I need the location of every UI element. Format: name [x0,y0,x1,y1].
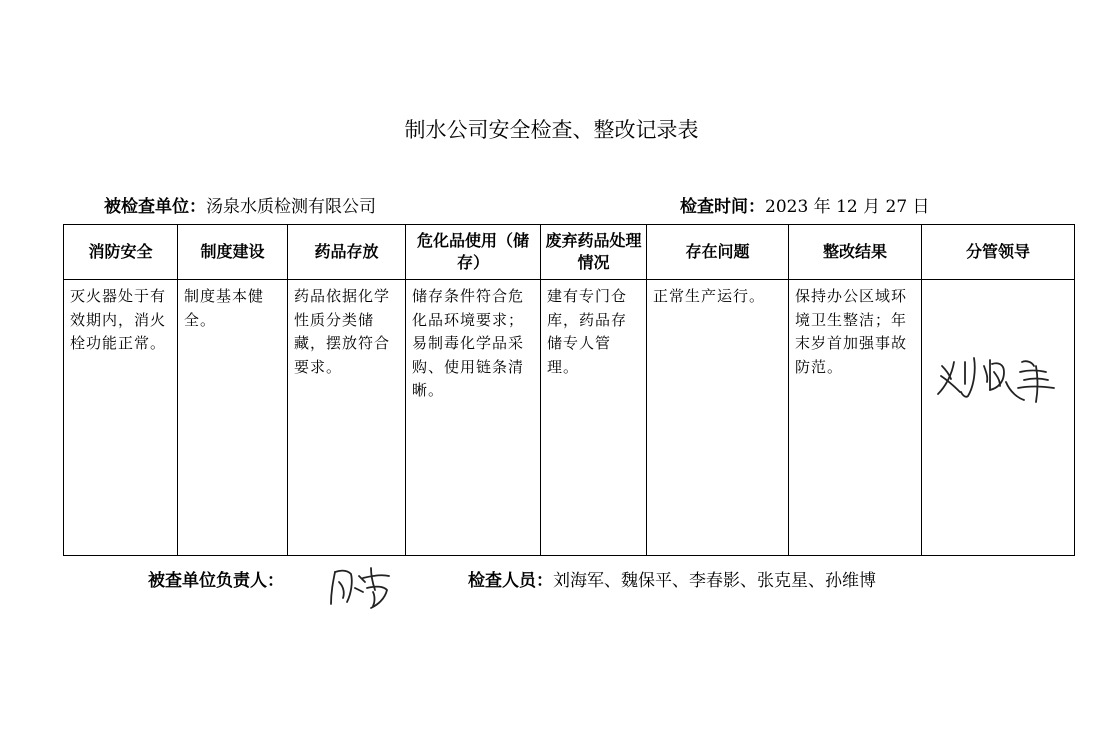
header-drug-storage: 药品存放 [288,225,406,280]
cell-hazardous-chemicals: 储存条件符合危化品环境要求；易制毒化学品采购、使用链条清晰。 [406,280,541,556]
cell-fire-safety: 灭火器处于有效期内，消火栓功能正常。 [64,280,178,556]
cell-drug-storage: 药品依据化学性质分类储藏，摆放符合要求。 [288,280,406,556]
cell-system-building: 制度基本健全。 [178,280,288,556]
inspection-time-value: 2023 年 12 月 27 日 [765,197,930,217]
document-title: 制水公司安全检查、整改记录表 [404,118,699,142]
responsible-person [148,566,284,591]
header-leader-in-charge: 分管领导 [922,225,1075,280]
header-hazardous-chemicals: 危化品使用（储存） [406,225,541,280]
cell-rectification-result: 保持办公区域环境卫生整洁；年末岁首加强事故防范。 [789,280,922,556]
header-fire-safety: 消防安全 [64,225,178,280]
inspectors [468,566,876,591]
inspection-time [680,192,930,217]
inspected-unit-label: 被检查单位： [104,197,206,217]
header-system-building: 制度建设 [178,225,288,280]
cell-waste-drug-handling: 建有专门仓库，药品存储专人管理。 [541,280,647,556]
responsible-person-signature [325,562,393,612]
inspectors-label: 检查人员： [468,571,553,591]
header-existing-problems: 存在问题 [647,225,789,280]
cell-leader-in-charge [922,280,1075,556]
inspected-unit [104,192,376,217]
inspected-unit-value: 汤泉水质检测有限公司 [206,197,376,217]
responsible-person-label: 被查单位负责人： [148,571,284,591]
header-waste-drug-handling: 废弃药品处理情况 [541,225,647,280]
table-row [64,280,1075,556]
cell-existing-problems: 正常生产运行。 [647,280,789,556]
leader-signature [934,352,1059,407]
table-header-row [64,225,1075,280]
inspection-record-table [63,224,1075,556]
header-rectification-result: 整改结果 [789,225,922,280]
inspectors-value: 刘海军、魏保平、李春影、张克星、孙维博 [553,571,876,591]
inspection-time-label: 检查时间： [680,197,765,217]
